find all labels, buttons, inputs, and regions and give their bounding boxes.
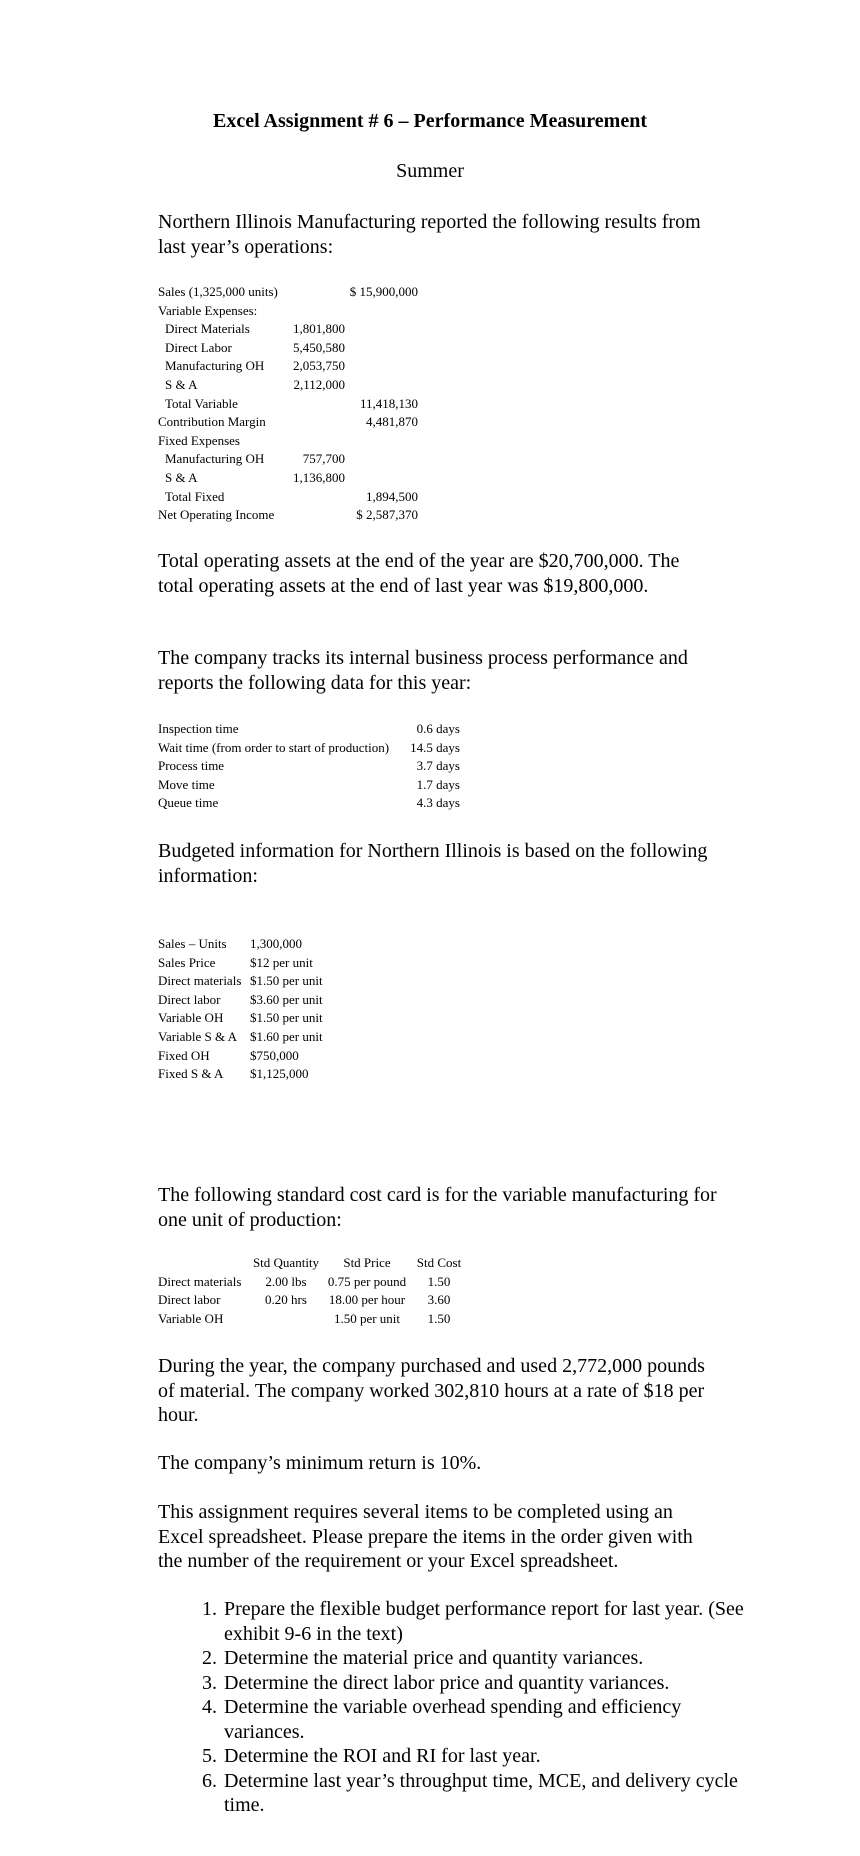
row-label: Direct materials	[158, 1273, 242, 1289]
list-item: 1. Prepare the flexible budget performance report for last year. (See exhibit 9-6 in the text)	[222, 1597, 762, 1646]
row-value: 4.3 days	[416, 795, 460, 811]
assignment-paragraph: This assignment requires several items to be completed using an Excel spreadsheet. Please prepare the items in the order given with the number of the requirement or your Excel spreadsheet.	[158, 1501, 693, 1572]
row-label: Process time	[158, 758, 225, 774]
row-value: 5,450,580	[293, 339, 345, 355]
row-value: 1,801,800	[293, 321, 345, 337]
table-row	[158, 794, 460, 813]
table-row	[158, 1291, 466, 1310]
row-label: Net Operating Income	[158, 507, 275, 523]
column-header: Std Quantity	[252, 1255, 320, 1270]
row-label: Fixed OH	[158, 1047, 210, 1063]
row-total: 11,418,130	[359, 395, 418, 411]
page-subtitle: Summer	[396, 160, 464, 182]
assets-paragraph: Total operating assets at the end of the year are $20,700,000. The total operating assets at the end of last year was $19,800,000.	[158, 550, 680, 597]
table-row	[158, 357, 418, 376]
row-label: Move time	[158, 776, 215, 792]
std-price: 1.50 per unit	[333, 1310, 401, 1326]
table-row	[158, 972, 340, 991]
row-label: Direct Labor	[165, 339, 232, 355]
row-value: 757,700	[302, 451, 345, 467]
table-row	[158, 1009, 340, 1028]
income-statement-table	[158, 283, 418, 525]
row-label: Queue time	[158, 795, 219, 811]
row-label: Direct materials	[158, 973, 242, 989]
row-value: 14.5 days	[410, 739, 460, 755]
budget-intro-paragraph: Budgeted information for Northern Illinois is based on the following information:	[158, 840, 708, 887]
row-label: Total Fixed	[165, 488, 225, 504]
row-value: 2,053,750	[293, 358, 345, 374]
row-value: $1.50 per unit	[250, 1010, 323, 1026]
std-quantity: 2.00 lbs	[265, 1273, 307, 1289]
table-row	[158, 450, 418, 469]
table-row	[158, 376, 418, 395]
row-label: Contribution Margin	[158, 414, 266, 430]
table-row	[158, 339, 418, 358]
row-label: Manufacturing OH	[165, 451, 265, 467]
table-row	[158, 1028, 340, 1047]
process-intro-paragraph: The company tracks its internal business process performance and reports the following data for this year:	[158, 647, 688, 694]
row-label: Wait time (from order to start of production)	[158, 739, 390, 755]
table-row	[158, 283, 418, 302]
list-item: 6. Determine last year’s throughput time, MCE, and delivery cycle time.	[222, 1769, 762, 1818]
list-item: 5. Determine the ROI and RI for last year.	[222, 1744, 762, 1769]
row-label: S & A	[165, 469, 198, 485]
std-cost: 1.50	[427, 1310, 451, 1326]
row-value: $1,125,000	[250, 1066, 309, 1082]
row-label: S & A	[165, 376, 198, 392]
section-heading: Fixed Expenses	[158, 432, 240, 448]
row-value: $3.60 per unit	[250, 991, 323, 1007]
row-label: Fixed S & A	[158, 1066, 224, 1082]
table-row	[158, 1047, 340, 1066]
row-total: 4,481,870	[366, 414, 418, 430]
row-label: Sales – Units	[158, 936, 227, 951]
table-row	[158, 469, 418, 488]
table-row	[158, 506, 418, 525]
standard-intro-paragraph: The following standard cost card is for the variable manufacturing for one unit of production:	[158, 1184, 717, 1231]
row-value: 2,112,000	[293, 376, 345, 392]
table-row	[158, 320, 418, 339]
column-header: Std Cost	[416, 1255, 462, 1270]
row-total: 1,894,500	[366, 488, 418, 504]
row-value: 0.6 days	[416, 721, 460, 736]
budget-table	[158, 935, 340, 1084]
list-item: 2. Determine the material price and quantity variances.	[222, 1646, 762, 1671]
std-cost: 3.60	[427, 1292, 451, 1308]
standard-cost-table	[158, 1254, 466, 1328]
table-row	[158, 1310, 466, 1329]
table-row	[158, 1273, 466, 1292]
row-value: $12 per unit	[250, 954, 313, 970]
table-row	[158, 739, 460, 758]
row-label: Direct Materials	[165, 321, 250, 337]
std-cost: 1.50	[427, 1273, 451, 1289]
std-price: 18.00 per hour	[328, 1292, 406, 1308]
table-row	[158, 954, 340, 973]
page-title: Excel Assignment # 6 – Performance Measurement	[213, 110, 647, 132]
list-item: 4. Determine the variable overhead spending and efficiency variances.	[222, 1695, 762, 1744]
row-label: Inspection time	[158, 721, 239, 736]
row-value: $750,000	[250, 1047, 299, 1063]
table-header-row	[158, 1254, 466, 1273]
process-time-table	[158, 720, 460, 813]
row-value: $1.50 per unit	[250, 973, 323, 989]
row-total: $ 2,587,370	[356, 507, 418, 523]
list-item: 3. Determine the direct labor price and quantity variances.	[222, 1671, 762, 1696]
row-label: Manufacturing OH	[165, 358, 265, 374]
std-price: 0.75 per pound	[327, 1273, 407, 1289]
row-value: 3.7 days	[416, 758, 460, 774]
row-label: Direct labor	[158, 1292, 221, 1308]
row-label: Variable OH	[158, 1010, 224, 1026]
table-row	[158, 432, 418, 451]
row-label: Total Variable	[165, 395, 238, 411]
table-row	[158, 413, 418, 432]
table-row	[158, 488, 418, 507]
row-value: 1.7 days	[416, 776, 460, 792]
table-row	[158, 302, 418, 321]
requirements-list	[182, 1597, 762, 1818]
row-value: 1,136,800	[293, 469, 345, 485]
purchase-paragraph: During the year, the company purchased and used 2,772,000 pounds of material. The company worked 302,810 hours at a rate of $18 per hour.	[158, 1355, 705, 1426]
row-label: Direct labor	[158, 991, 221, 1007]
std-quantity	[250, 1310, 322, 1329]
row-label: Sales Price	[158, 954, 216, 970]
minimum-return-paragraph: The company’s minimum return is 10%.	[158, 1452, 482, 1474]
table-row	[158, 395, 418, 414]
table-row	[158, 757, 460, 776]
section-heading: Variable Expenses:	[158, 302, 258, 318]
std-quantity: 0.20 hrs	[265, 1292, 307, 1308]
table-row	[158, 1065, 340, 1084]
column-header: Std Price	[343, 1255, 391, 1270]
table-row	[158, 720, 460, 739]
row-label: Sales (1,325,000 units)	[158, 284, 278, 299]
row-label: Variable S & A	[158, 1028, 238, 1044]
row-value: $1.60 per unit	[250, 1028, 323, 1044]
table-row	[158, 776, 460, 795]
table-row	[158, 935, 340, 954]
row-value: 1,300,000	[250, 936, 302, 951]
intro-paragraph: Northern Illinois Manufacturing reported the following results from last year’s operations:	[158, 211, 701, 258]
row-label: Variable OH	[158, 1310, 224, 1326]
row-total: $ 15,900,000	[349, 284, 418, 299]
table-row	[158, 991, 340, 1010]
